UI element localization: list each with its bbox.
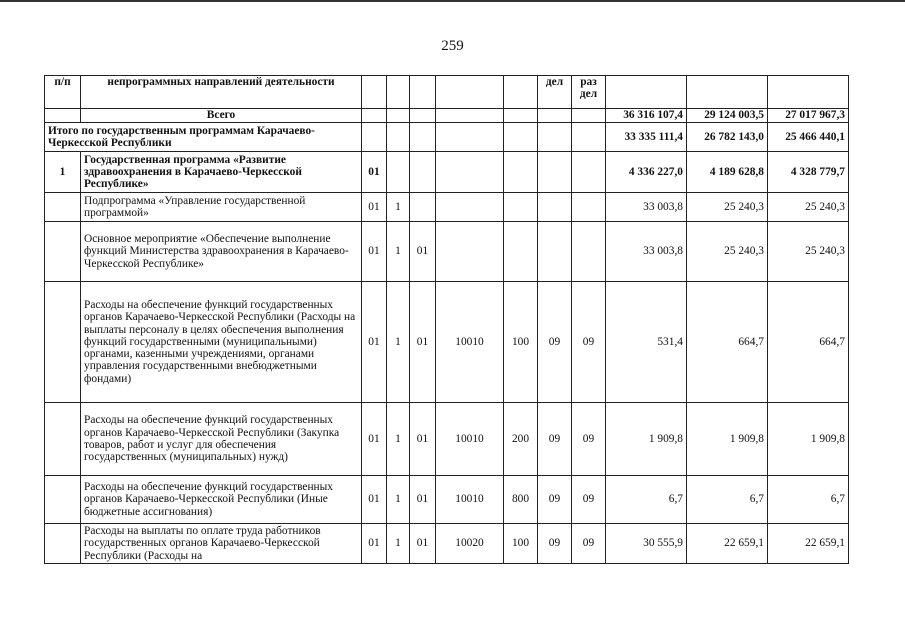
row-name: Всего [81,109,362,123]
budget-table [44,75,849,564]
row-name: Расходы на выплаты по оплате труда работников государственных органов Карачаево-Черкесской Республики (Расходы на [81,524,362,564]
page-number: 259 [441,38,464,54]
row-name: Расходы на обеспечение функций государственных органов Карачаево-Черкесской Республики (Закупка товаров, работ и услуг для обеспечения государственных (муниципальных) нужд) [81,403,362,476]
row-value-2: 22 659,1 [687,524,768,564]
row-value-3: 4 328 779,7 [768,152,849,193]
row-value-3: 6,7 [768,476,849,524]
table-row: Расходы на обеспечение функций государственных органов Карачаево-Черкесской Республики (Расходы на выплаты персоналу в целях обеспечения выполнения функций государственными (муниципальными) органами, казенными учреждениями, органами управления государственными внебюджетными фондами) 01 1 01 10010 100 09 09 531,4 664,7 664,7 [45,282,849,403]
row-value-1: 6,7 [606,476,687,524]
header-del: дел [538,76,572,109]
row-value-3: 22 659,1 [768,524,849,564]
row-name: Итого по государственным программам Карачаево-Черкесской Республики [45,123,362,152]
table-row: Основное мероприятие «Обеспечение выполнение функций Министерства здравоохранения в Карачаево-Черкесской Республике» 01 1 01 33 003,8 25 240,3 25 240,3 [45,222,849,282]
row-value-2: 4 189 628,8 [687,152,768,193]
table-header-row [45,76,849,109]
row-value-2: 25 240,3 [687,222,768,282]
row-value-3: 25 240,3 [768,222,849,282]
row-value-2: 664,7 [687,282,768,403]
row-value-3: 25 240,3 [768,193,849,222]
header-name: непрограммных направлений деятельности [81,76,362,109]
row-value-2: 1 909,8 [687,403,768,476]
table-row: Расходы на обеспечение функций государственных органов Карачаево-Черкесской Республики (Иные бюджетные ассигнования) 01 1 01 10010 800 09 09 6,7 6,7 6,7 [45,476,849,524]
header-razdel: раз дел [572,76,606,109]
row-value-1: 30 555,9 [606,524,687,564]
row-value-3: 664,7 [768,282,849,403]
row-name: Расходы на обеспечение функций государственных органов Карачаево-Черкесской Республики (Расходы на выплаты персоналу в целях обеспечения выполнения функций государственными (муниципальными) органами, казенными учреждениями, органами управления государственными внебюджетными фондами) [81,282,362,403]
table-row: Подпрограмма «Управление государственной программой» 01 1 33 003,8 25 240,3 25 240,3 [45,193,849,222]
row-value-2: 26 782 143,0 [687,123,768,152]
row-value-3: 27 017 967,3 [768,109,849,123]
row-value-1: 33 003,8 [606,193,687,222]
table-row-total [45,109,849,123]
row-name: Расходы на обеспечение функций государственных органов Карачаево-Черкесской Республики (Иные бюджетные ассигнования) [81,476,362,524]
row-name: Основное мероприятие «Обеспечение выполнение функций Министерства здравоохранения в Карачаево-Черкесской Республике» [81,222,362,282]
row-value-2: 29 124 003,5 [687,109,768,123]
row-value-1: 33 335 111,4 [606,123,687,152]
row-value-1: 4 336 227,0 [606,152,687,193]
table-row: Расходы на выплаты по оплате труда работников государственных органов Карачаево-Черкесской Республики (Расходы на 01 1 01 10020 100 09 09 30 555,9 22 659,1 22 659,1 [45,524,849,564]
row-value-3: 1 909,8 [768,403,849,476]
scan-top-edge [0,0,905,2]
header-num: п/п [45,76,81,109]
row-value-1: 531,4 [606,282,687,403]
row-value-1: 1 909,8 [606,403,687,476]
row-name: Подпрограмма «Управление государственной программой» [81,193,362,222]
row-value-1: 33 003,8 [606,222,687,282]
table-row: Расходы на обеспечение функций государственных органов Карачаево-Черкесской Республики (Закупка товаров, работ и услуг для обеспечения государственных (муниципальных) нужд) 01 1 01 10010 200 09 09 1 909,8 1 909,8 1 909,8 [45,403,849,476]
row-name: Государственная программа «Развитие здравоохранения в Карачаево-Черкесской Республике» [81,152,362,193]
row-num: 1 [45,152,81,193]
table-row-subtotal [45,123,849,152]
row-value-2: 6,7 [687,476,768,524]
row-value-1: 36 316 107,4 [606,109,687,123]
row-value-2: 25 240,3 [687,193,768,222]
row-value-3: 25 466 440,1 [768,123,849,152]
table-row-program: 1 Государственная программа «Развитие здравоохранения в Карачаево-Черкесской Республике» 01 4 336 227,0 4 189 628,8 4 328 779,7 [45,152,849,193]
